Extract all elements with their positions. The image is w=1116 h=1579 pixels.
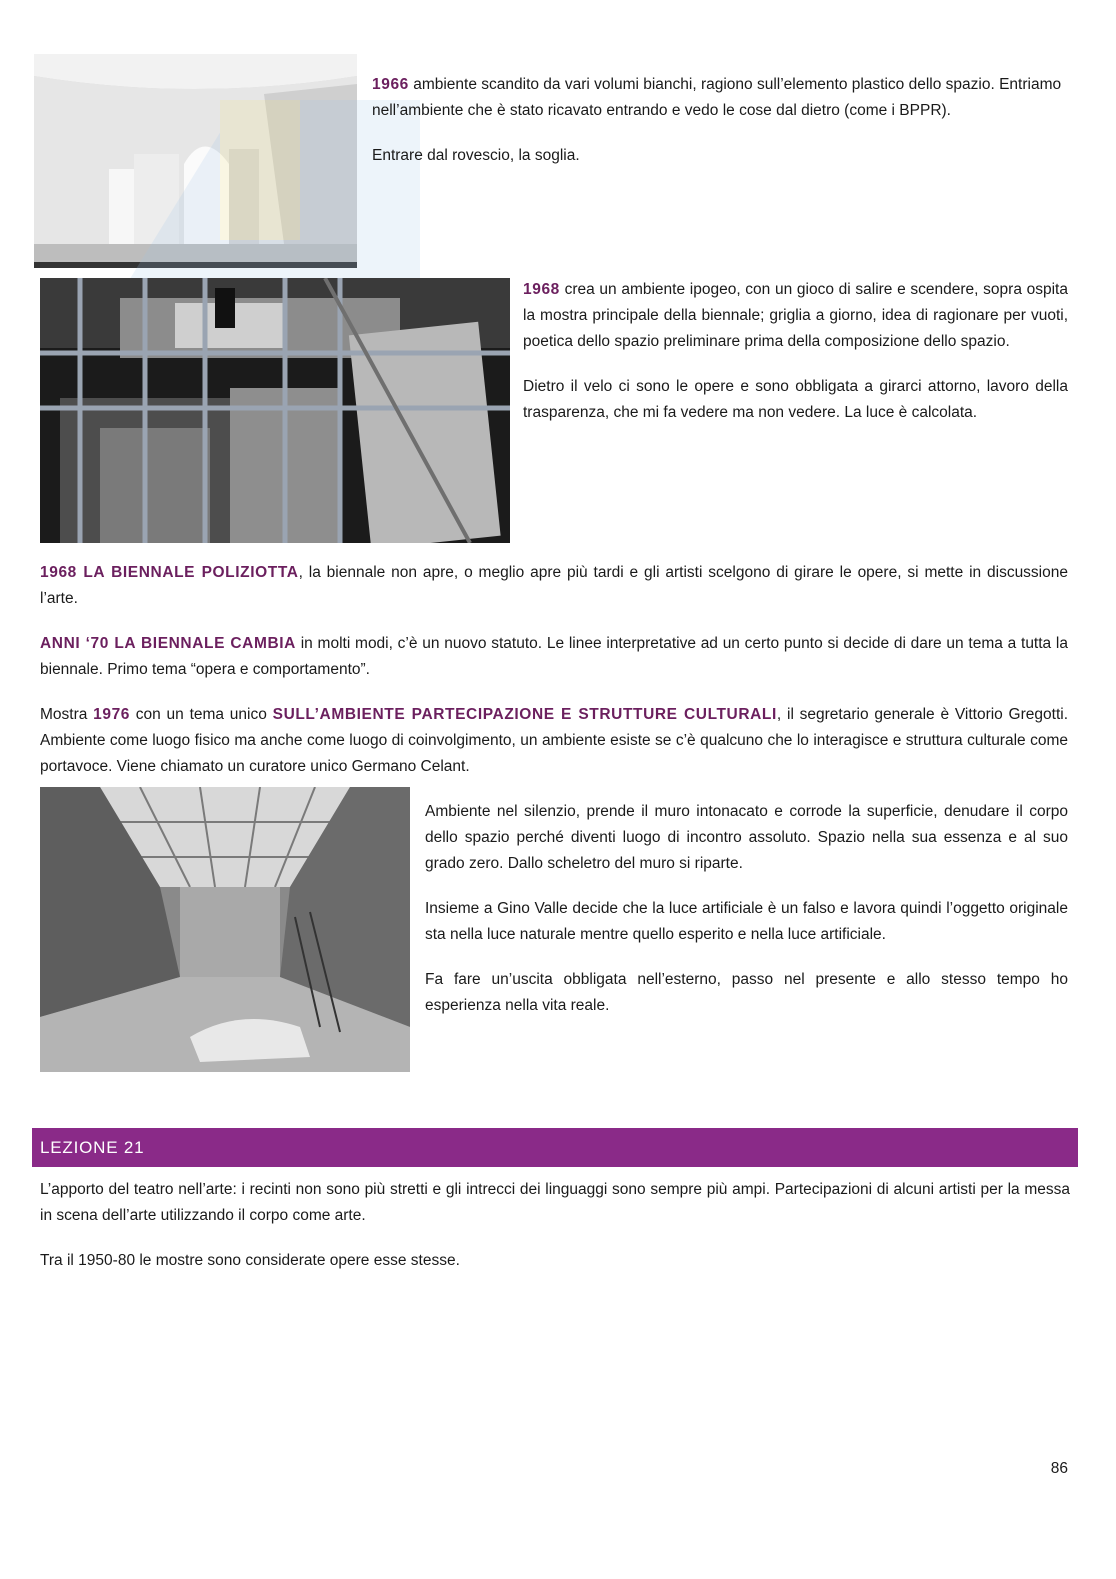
paragraph-teatro: L’apporto del teatro nell’arte: i recinti non sono più stretti e gli intrecci dei linguaggi sono sempre più ampi. Partecipazioni di alcuni artisti per la messa in scena dell’arte utilizzando il corpo come arte. (40, 1181, 1070, 1224)
paragraph-anni-70: ANNI ‘70 LA BIENNALE CAMBIA in molti modi, c’è un nuovo statuto. Le linee interpretative ad un certo punto si decide di dare un tema a tutta la biennale. Primo tema “opera e comportamento”. (40, 635, 1068, 678)
paragraph-soglia: Entrare dal rovescio, la soglia. (372, 147, 580, 164)
lesson-heading-bar: LEZIONE 21 (32, 1128, 1078, 1167)
paragraph-1966 (372, 72, 1068, 124)
heading-anni-70: ANNI ‘70 LA BIENNALE CAMBIA (40, 635, 296, 652)
year-1976: 1976 (93, 706, 131, 723)
paragraph-uscita: Fa fare un’uscita obbligata nell’esterno, passo nel presente e allo stesso tempo ho esperienza nella vita reale. (425, 971, 1068, 1014)
photo-1968-grid (40, 278, 510, 543)
paragraph-biennale-poliziotta: 1968 LA BIENNALE POLIZIOTTA, la biennale non apre, o meglio apre più tardi e gli artisti scelgono di girare le opere, si mette in discussione l’arte. (40, 564, 1068, 607)
text-1968: crea un ambiente ipogeo, con un gioco di salire e scendere, sopra ospita la mostra principale della biennale; griglia a giorno, idea di ragionare per vuoti, poetica dello spazio preliminare prima della composizione dello spazio. (523, 281, 1068, 350)
text-1966: ambiente scandito da vari volumi bianchi, ragiono sull’elemento plastico dello spazio. Entriamo nell’ambiente che è stato ricavato entrando e vedo le cose dal dietro (come i BPPR). (372, 76, 1062, 119)
theme-1976: SULL’AMBIENTE PARTECIPAZIONE E STRUTTURE CULTURALI (272, 706, 777, 723)
paragraph-ambiente-silenzio: Ambiente nel silenzio, prende il muro intonacato e corrode la superficie, denudare il corpo dello spazio perché diventi luogo di incontro assoluto. Spazio nella sua essenza e al suo grado zero. Dallo scheletro del muro si riparte. (425, 803, 1068, 872)
paragraph-mostre-1950-80: Tra il 1950-80 le mostre sono considerate opere esse stesse. (40, 1252, 460, 1269)
paragraph-mostra-1976: Mostra 1976 con un tema unico SULL’AMBIENTE PARTECIPAZIONE E STRUTTURE CULTURALI, il segretario generale è Vittorio Gregotti. Ambiente come luogo fisico ma anche come luogo di coinvolgimento, un ambiente esiste se c’è qualcuno che lo interagisce e struttura culturale come portavoce. Viene chiamato un curatore unico Germano Celant. (40, 706, 1069, 775)
heading-biennale-poliziotta: 1968 LA BIENNALE POLIZIOTTA (40, 564, 299, 581)
paragraph-1968 (523, 277, 1068, 355)
year-1968: 1968 (523, 281, 560, 298)
photo-1966-white-volumes (34, 54, 357, 268)
photo-1976-hall (40, 787, 410, 1072)
year-1966: 1966 (372, 76, 409, 93)
paragraph-gino-valle: Insieme a Gino Valle decide che la luce artificiale è un falso e lavora quindi l’oggetto originale sta nella luce naturale mentre quello esperito e nella luce artificiale. (425, 900, 1068, 943)
paragraph-velo: Dietro il velo ci sono le opere e sono obbligata a girarci attorno, lavoro della trasparenza, che mi fa vedere ma non vedere. La luce è calcolata. (523, 378, 1068, 421)
page-number: 86 (1050, 1460, 1068, 1477)
